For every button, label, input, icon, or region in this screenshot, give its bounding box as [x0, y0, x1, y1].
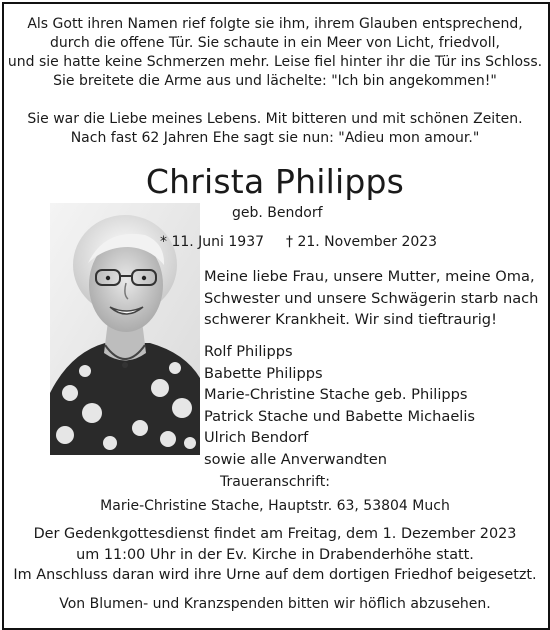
deceased-name: Christa Philipps: [145, 162, 405, 201]
message-line: Meine liebe Frau, unsere Mutter, meine Oma,: [204, 268, 535, 285]
mourner-name: Babette Philipps: [204, 364, 323, 382]
mourner-name: Ulrich Bendorf: [204, 429, 309, 446]
address-value: Marie-Christine Stache, Hauptstr. 63, 53804 Much: [100, 498, 450, 514]
family-message: [204, 266, 538, 331]
poem-line: Sie breitete die Arme aus und lächelte: "Ich bin angekommen!": [53, 73, 497, 89]
poem: [0, 15, 550, 91]
mourners-list: [204, 341, 475, 470]
mourner-name: sowie alle Anverwandten: [204, 450, 387, 468]
death-date: † 21. November 2023: [286, 234, 438, 250]
closing-note: Von Blumen- und Kranzspenden bitten wir höflich abzusehen.: [59, 596, 491, 612]
quote: [0, 110, 550, 148]
service-line: um 11:00 Uhr in der Ev. Kirche in Drabenderhöhe statt.: [76, 546, 474, 563]
service-line: Der Gedenkgottesdienst findet am Freitag, dem 1. Dezember 2023: [33, 526, 517, 542]
service-line: Im Anschluss daran wird ihre Urne auf dem dortigen Friedhof beigesetzt.: [13, 567, 537, 583]
message-line: Schwester und unsere Schwägerin starb nach: [204, 289, 539, 307]
mourner-name: Marie-Christine Stache geb. Philipps: [204, 386, 468, 403]
poem-line: und sie hatte keine Schmerzen mehr. Leise fiel hinter ihr die Tür ins Schloss.: [7, 54, 543, 70]
message-line: schwerer Krankheit. Wir sind tieftraurig!: [204, 311, 497, 328]
address-label: Traueranschrift:: [220, 474, 330, 490]
mourner-name: Rolf Philipps: [204, 343, 293, 360]
poem-line: durch die offene Tür. Sie schaute in ein Meer von Licht, friedvoll,: [50, 35, 500, 51]
service-info: [0, 524, 550, 586]
birth-date: * 11. Juni 1937: [160, 234, 265, 250]
birth-name: geb. Bendorf: [232, 205, 323, 221]
quote-line: Sie war die Liebe meines Lebens. Mit bitteren und mit schönen Zeiten.: [27, 111, 523, 127]
quote-line: Nach fast 62 Jahren Ehe sagt sie nun: "Adieu mon amour.": [70, 130, 480, 146]
poem-line: Als Gott ihren Namen rief folgte sie ihm, ihrem Glauben entsprechend,: [27, 16, 523, 32]
mourner-name: Patrick Stache und Babette Michaelis: [204, 407, 476, 425]
